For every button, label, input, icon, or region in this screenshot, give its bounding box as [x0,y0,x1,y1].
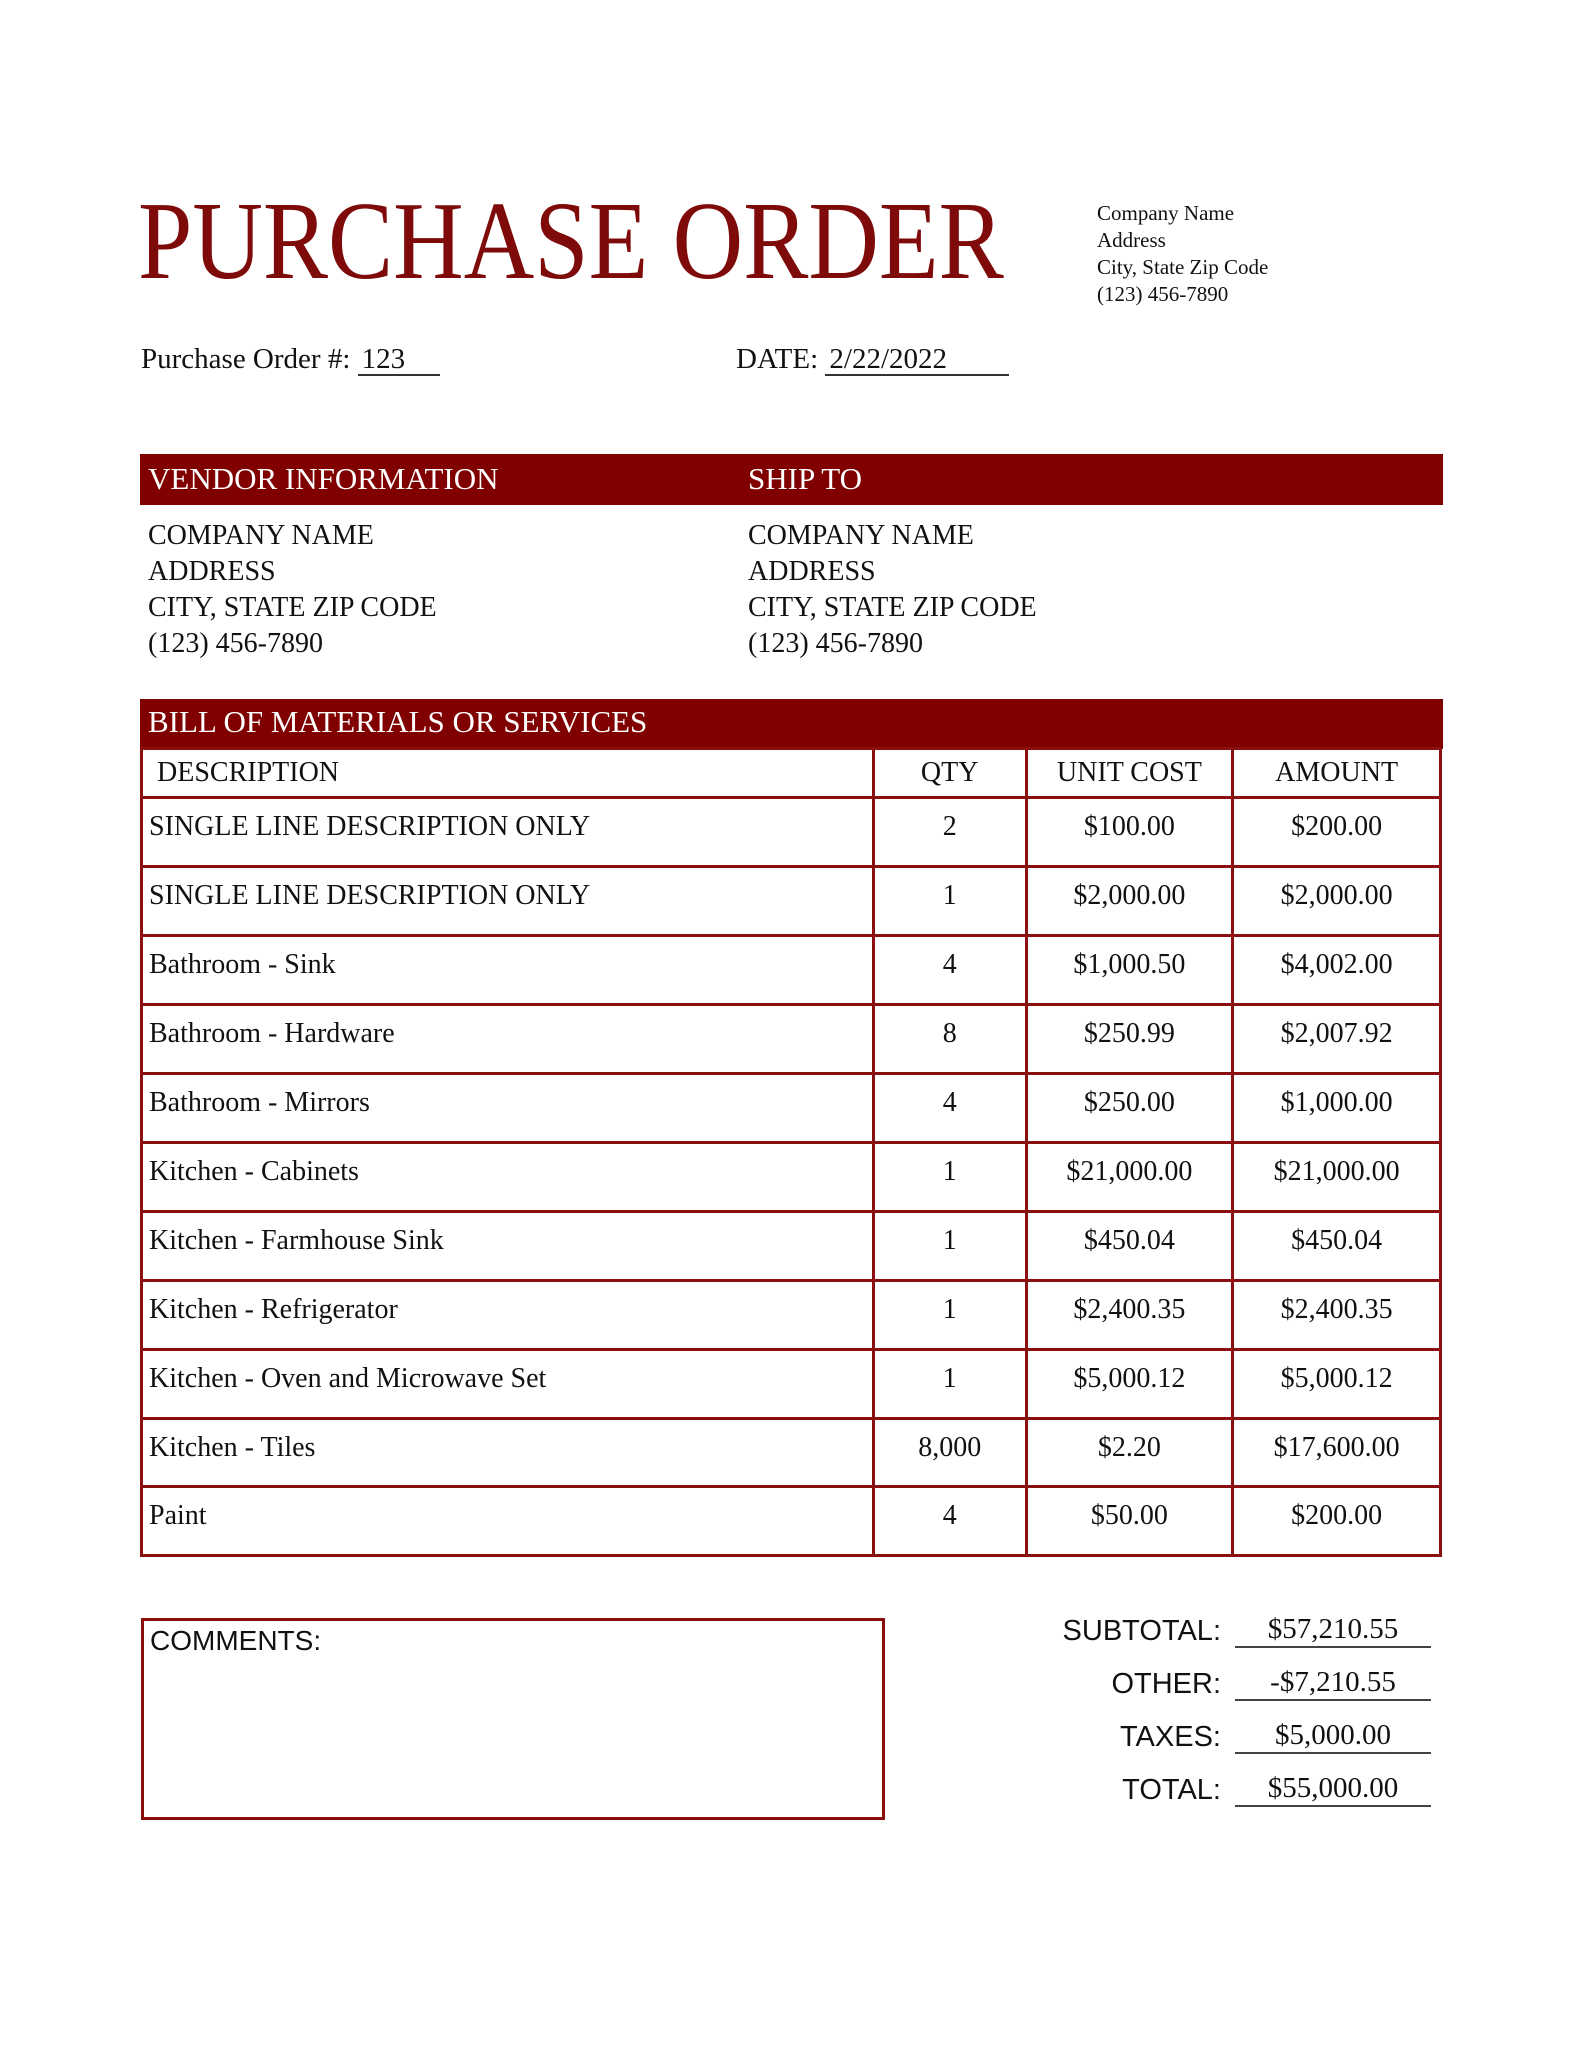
table-row [142,1419,1441,1487]
cell-amount[interactable]: $2,000.00 [1233,867,1441,936]
ship-to-address [748,518,1037,662]
ship-address-line: ADDRESS [748,556,876,587]
vendor-heading: VENDOR INFORMATION [148,461,499,496]
po-number-row [141,343,440,376]
cell-description[interactable]: Bathroom - Sink [142,936,874,1005]
cell-amount[interactable]: $200.00 [1233,798,1441,867]
table-row [142,798,1441,867]
other-label: OTHER: [1111,1668,1221,1700]
vendor-company: COMPANY NAME [148,520,374,551]
col-description: DESCRIPTION [142,749,874,798]
vendor-city: CITY, STATE ZIP CODE [148,592,437,623]
cell-amount[interactable]: $21,000.00 [1233,1143,1441,1212]
subtotal-value: $57,210.55 [1235,1612,1431,1648]
ship-to-heading: SHIP TO [748,461,862,496]
cell-unit-cost[interactable]: $2,000.00 [1026,867,1233,936]
cell-amount[interactable]: $450.04 [1233,1212,1441,1281]
date-value[interactable]: 2/22/2022 [825,344,1009,376]
table-row [142,1143,1441,1212]
cell-unit-cost[interactable]: $450.04 [1026,1212,1233,1281]
vendor-address [148,518,437,662]
po-number-label: Purchase Order #: [141,343,351,375]
cell-qty[interactable]: 1 [873,867,1026,936]
cell-qty[interactable]: 1 [873,1212,1026,1281]
table-row [142,1074,1441,1143]
table-row [142,1281,1441,1350]
bill-heading: BILL OF MATERIALS OR SERVICES [148,704,648,739]
bill-table [140,747,1442,1557]
cell-description[interactable]: SINGLE LINE DESCRIPTION ONLY [142,798,874,867]
cell-amount[interactable]: $2,400.35 [1233,1281,1441,1350]
col-unit-cost: UNIT COST [1026,749,1233,798]
company-info [1097,200,1268,308]
col-amount: AMOUNT [1233,749,1441,798]
cell-qty[interactable]: 4 [873,936,1026,1005]
cell-amount[interactable]: $5,000.12 [1233,1350,1441,1419]
cell-description[interactable]: Paint [142,1487,874,1556]
cell-amount[interactable]: $17,600.00 [1233,1419,1441,1487]
cell-description[interactable]: SINGLE LINE DESCRIPTION ONLY [142,867,874,936]
table-row [142,1005,1441,1074]
cell-amount[interactable]: $200.00 [1233,1487,1441,1556]
company-city: City, State Zip Code [1097,255,1269,279]
cell-qty[interactable]: 1 [873,1350,1026,1419]
cell-qty[interactable]: 8 [873,1005,1026,1074]
cell-description[interactable]: Kitchen - Farmhouse Sink [142,1212,874,1281]
cell-description[interactable]: Bathroom - Hardware [142,1005,874,1074]
vendor-phone: (123) 456-7890 [148,628,323,659]
comments-box[interactable] [141,1618,885,1820]
cell-unit-cost[interactable]: $50.00 [1026,1487,1233,1556]
table-row [142,936,1441,1005]
cell-unit-cost[interactable]: $21,000.00 [1026,1143,1233,1212]
company-address: Address [1097,228,1166,252]
cell-amount[interactable]: $2,007.92 [1233,1005,1441,1074]
table-row [142,1212,1441,1281]
vendor-shipto-header [140,454,1443,505]
taxes-label: TAXES: [1120,1721,1221,1753]
cell-unit-cost[interactable]: $5,000.12 [1026,1350,1233,1419]
subtotal-label: SUBTOTAL: [1062,1615,1221,1647]
cell-unit-cost[interactable]: $100.00 [1026,798,1233,867]
cell-qty[interactable]: 1 [873,1281,1026,1350]
cell-description[interactable]: Bathroom - Mirrors [142,1074,874,1143]
cell-amount[interactable]: $4,002.00 [1233,936,1441,1005]
cell-unit-cost[interactable]: $250.99 [1026,1005,1233,1074]
table-row [142,1350,1441,1419]
cell-qty[interactable]: 2 [873,798,1026,867]
cell-description[interactable]: Kitchen - Tiles [142,1419,874,1487]
total-label: TOTAL: [1122,1774,1221,1806]
company-name: Company Name [1097,201,1235,225]
po-number-value[interactable]: 123 [358,344,440,376]
page-title: PURCHASE ORDER [138,180,1004,303]
taxes-value[interactable]: $5,000.00 [1235,1718,1431,1754]
table-row [142,1487,1441,1556]
date-row [736,343,1009,376]
date-label: DATE: [736,343,819,375]
cell-unit-cost[interactable]: $250.00 [1026,1074,1233,1143]
company-phone: (123) 456-7890 [1097,282,1229,306]
cell-qty[interactable]: 1 [873,1143,1026,1212]
cell-description[interactable]: Kitchen - Refrigerator [142,1281,874,1350]
cell-amount[interactable]: $1,000.00 [1233,1074,1441,1143]
other-value[interactable]: -$7,210.55 [1235,1665,1431,1701]
ship-city: CITY, STATE ZIP CODE [748,592,1037,623]
table-header-row [142,749,1441,798]
comments-label: COMMENTS: [150,1625,322,1656]
cell-qty[interactable]: 8,000 [873,1419,1026,1487]
cell-description[interactable]: Kitchen - Cabinets [142,1143,874,1212]
col-qty: QTY [873,749,1026,798]
cell-qty[interactable]: 4 [873,1074,1026,1143]
cell-unit-cost[interactable]: $1,000.50 [1026,936,1233,1005]
cell-unit-cost[interactable]: $2,400.35 [1026,1281,1233,1350]
cell-description[interactable]: Kitchen - Oven and Microwave Set [142,1350,874,1419]
total-value: $55,000.00 [1235,1771,1431,1807]
cell-unit-cost[interactable]: $2.20 [1026,1419,1233,1487]
vendor-address-line: ADDRESS [148,556,276,587]
table-row [142,867,1441,936]
cell-qty[interactable]: 4 [873,1487,1026,1556]
ship-company: COMPANY NAME [748,520,974,551]
bill-header [140,699,1443,749]
ship-phone: (123) 456-7890 [748,628,923,659]
